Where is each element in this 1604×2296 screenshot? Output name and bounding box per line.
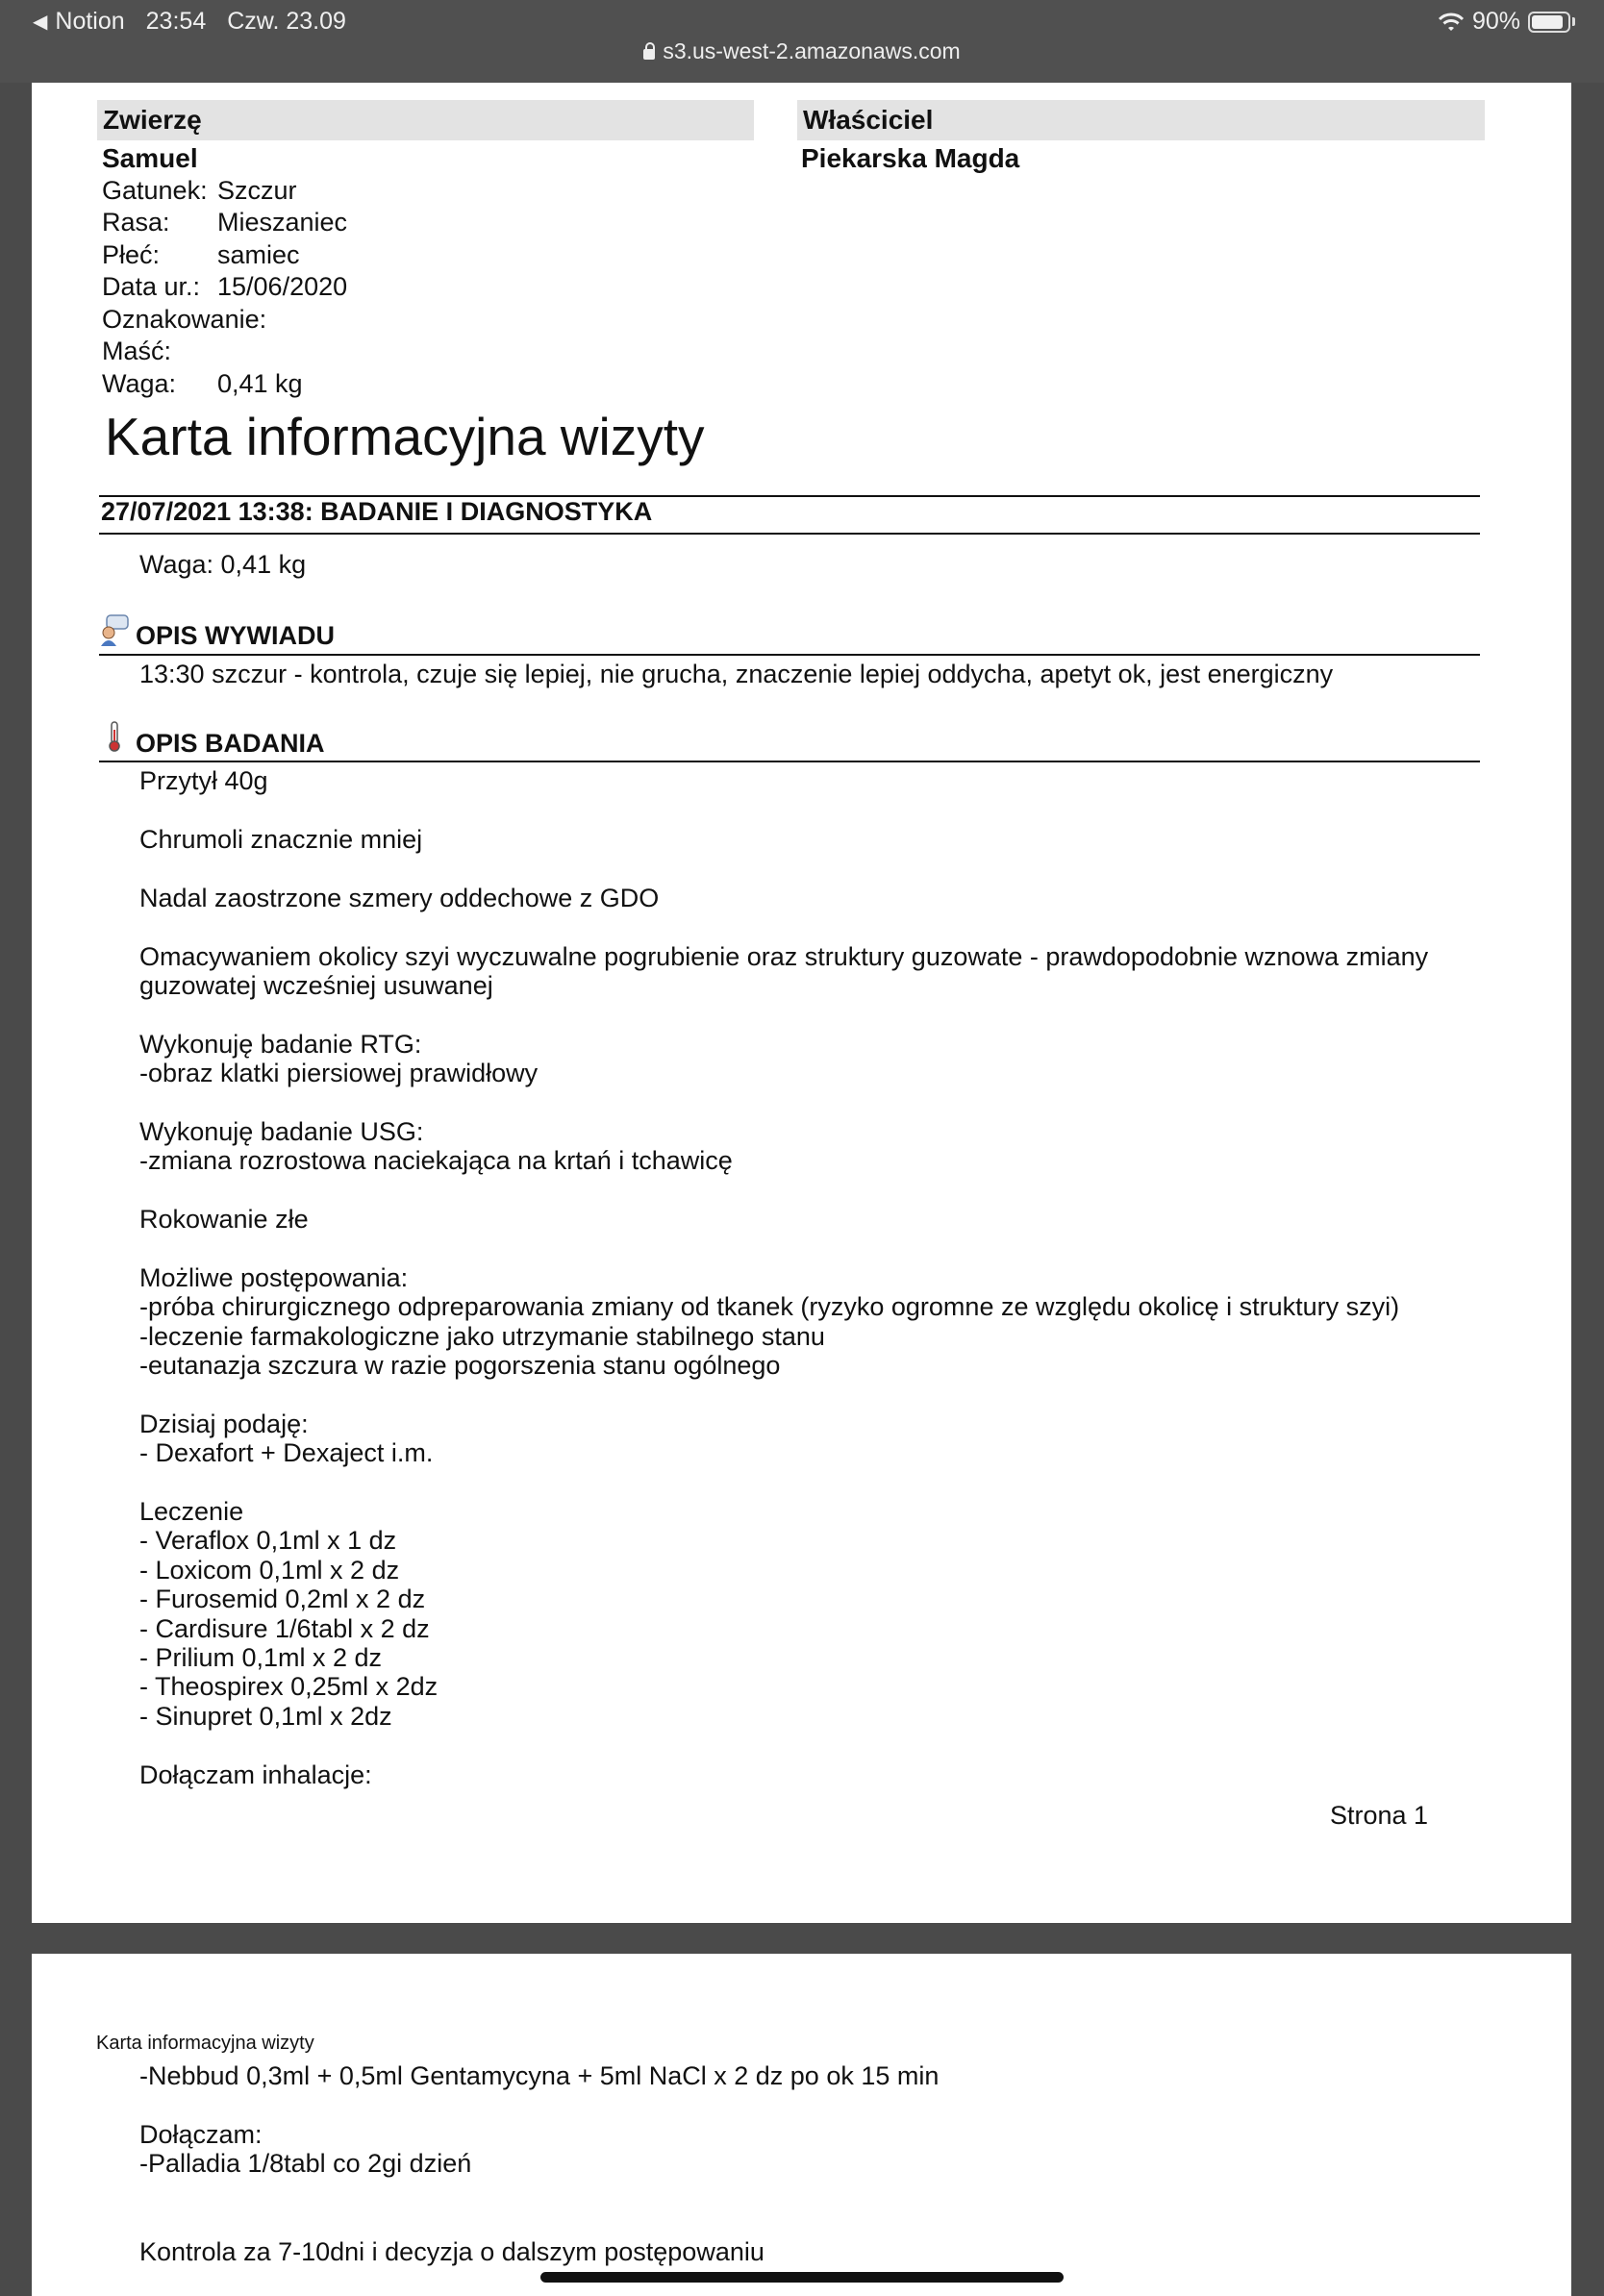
battery-icon: [1528, 12, 1570, 33]
field-label: Gatunek:: [102, 176, 208, 205]
exam-line: -eutanazja szczura w razie pogorszenia stanu ogólnego: [139, 1351, 781, 1380]
exam-line: Wykonuję badanie RTG:: [139, 1030, 422, 1059]
exam-line: Nadal zaostrzone szmery oddechowe z GDO: [139, 884, 660, 912]
back-to-app-link[interactable]: Notion: [55, 8, 125, 35]
exam-line: -obraz klatki piersiowej prawidłowy: [139, 1059, 539, 1087]
exam-line: -leczenie farmakologiczne jako utrzymanie stabilnego stanu: [139, 1322, 825, 1351]
wifi-icon: [1438, 12, 1465, 33]
exam-line: -próba chirurgicznego odpreparowania zmiany od tkanek (ryzyko ogromne ze względu okolicę i struktury szyi): [139, 1292, 1400, 1321]
exam-line: - Theospirex 0,25ml x 2dz: [139, 1672, 439, 1701]
exam-line: - Cardisure 1/6tabl x 2 dz: [139, 1614, 430, 1643]
field-label: Oznakowanie:: [102, 305, 267, 334]
field-label: Waga:: [102, 369, 177, 398]
exam-line: Leczenie: [139, 1497, 244, 1526]
divider: [99, 533, 1480, 535]
exam-line: - Loxicom 0,1ml x 2 dz: [139, 1556, 400, 1585]
field-label: Maść:: [102, 337, 172, 365]
owner-section-header: Właściciel: [797, 100, 1485, 140]
document-page-2: [32, 1954, 1571, 2296]
document-page-1: [32, 83, 1571, 1923]
field-value: 15/06/2020: [217, 272, 348, 301]
exam-line: guzowatej wcześniej usuwanej: [139, 971, 493, 1000]
exam-line: - Veraflox 0,1ml x 1 dz: [139, 1526, 397, 1555]
page2-line: Dołączam:: [139, 2120, 263, 2149]
status-date: Czw. 23.09: [227, 8, 346, 35]
battery-percent: 90%: [1471, 8, 1520, 35]
field-value: samiec: [217, 240, 300, 269]
url-text: s3.us-west-2.amazonaws.com: [663, 38, 961, 63]
visit-header: 27/07/2021 13:38: BADANIE I DIAGNOSTYKA: [101, 497, 653, 526]
exam-line: - Sinupret 0,1ml x 2dz: [139, 1702, 392, 1731]
thermometer-icon: [107, 720, 122, 753]
page2-line: -Nebbud 0,3ml + 0,5ml Gentamycyna + 5ml NaCl x 2 dz po ok 15 min: [139, 2061, 940, 2090]
interview-icon: [99, 613, 130, 646]
address-bar[interactable]: [0, 38, 1604, 64]
exam-line: Dołączam inhalacje:: [139, 1760, 372, 1789]
exam-heading: OPIS BADANIA: [136, 729, 325, 758]
running-header: Karta informacyjna wizyty: [96, 2033, 314, 2054]
exam-line: Rokowanie złe: [139, 1205, 309, 1234]
animal-field-weight: [102, 369, 303, 399]
back-arrow-icon[interactable]: ◀: [33, 12, 48, 33]
status-bar: [0, 0, 1604, 83]
exam-line: - Furosemid 0,2ml x 2 dz: [139, 1585, 426, 1613]
exam-line: Wykonuję badanie USG:: [139, 1117, 424, 1146]
visit-weight: Waga: 0,41 kg: [139, 550, 307, 579]
page-title: Karta informacyjna wizyty: [105, 407, 705, 466]
field-label: Płeć:: [102, 240, 161, 269]
animal-name: Samuel: [102, 143, 198, 173]
animal-field-birthdate: [102, 272, 348, 302]
exam-line: - Dexafort + Dexaject i.m.: [139, 1438, 434, 1467]
exam-line: Przytył 40g: [139, 766, 268, 795]
exam-line: Chrumoli znacznie mniej: [139, 825, 423, 854]
divider: [99, 761, 1480, 762]
field-label: Rasa:: [102, 208, 170, 237]
field-value: Szczur: [217, 176, 297, 205]
home-indicator[interactable]: [540, 2272, 1064, 2283]
divider: [99, 654, 1480, 656]
battery-fill: [1532, 15, 1563, 29]
field-value: Mieszaniec: [217, 208, 348, 237]
animal-field-color: [102, 337, 171, 366]
animal-section-header: Zwierzę: [97, 100, 754, 140]
exam-line: - Prilium 0,1ml x 2 dz: [139, 1643, 383, 1672]
exam-line: Dzisiaj podaję:: [139, 1410, 309, 1438]
status-left: [33, 8, 346, 36]
animal-field-marking: [102, 305, 266, 335]
interview-heading: OPIS WYWIADU: [136, 621, 335, 650]
exam-line: -zmiana rozrostowa naciekająca na krtań i tchawicę: [139, 1146, 733, 1175]
animal-field-sex: [102, 240, 300, 270]
animal-field-breed: [102, 208, 348, 237]
page2-line: Kontrola za 7-10dni i decyzja o dalszym postępowaniu: [139, 2237, 764, 2266]
exam-line: Omacywaniem okolicy szyi wyczuwalne pogrubienie oraz struktury guzowate - prawdopodobnie wznowa zmiany: [139, 942, 1429, 971]
owner-name: Piekarska Magda: [801, 143, 1020, 173]
status-right: [1438, 8, 1575, 36]
battery-tip: [1572, 17, 1575, 26]
field-value: 0,41 kg: [217, 369, 303, 398]
page-number: Strona 1: [1330, 1801, 1429, 1830]
lock-icon: [643, 49, 655, 60]
page2-line: -Palladia 1/8tabl co 2gi dzień: [139, 2149, 472, 2178]
animal-field-species: [102, 176, 297, 206]
field-label: Data ur.:: [102, 272, 201, 301]
status-time: 23:54: [145, 8, 207, 35]
interview-text: 13:30 szczur - kontrola, czuje się lepiej, nie grucha, znaczenie lepiej oddycha, apetyt ok, jest energiczny: [139, 660, 1334, 688]
exam-line: Możliwe postępowania:: [139, 1263, 409, 1292]
